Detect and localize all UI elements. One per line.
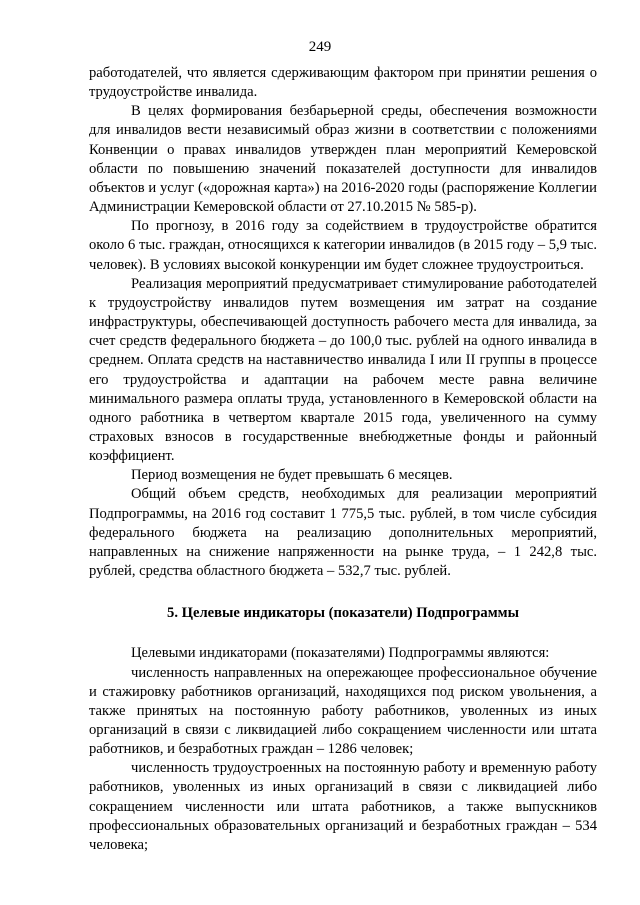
page-number: 249 bbox=[308, 39, 332, 55]
paragraph: По прогнозу, в 2016 году за содействием в трудоустройстве обратится около 6 тыс. граждан, относящихся к категории инвалидов (в 2015 году – 5,9 тыс. человек). В условиях высокой конкуренции им будет сложнее трудоустроиться. bbox=[89, 218, 597, 273]
paragraph: В целях формирования безбарьерной среды, обеспечения возможности для инвалидов вести независимый образ жизни в соответствии с положениями Конвенции о правах инвалидов утвержден план мероприятий Кемеровской области по повышению значений показателей доступности для инвалидов объектов и услуг («дорожная карта») на 2016-2020 годы (распоряжение Коллегии Администрации Кемеровской области от 27.10.2015 № 585-р). bbox=[89, 103, 597, 216]
paragraph: Целевыми индикаторами (показателями) Подпрограммы являются: bbox=[131, 645, 550, 662]
document-body bbox=[89, 64, 597, 855]
list-item: численность трудоустроенных на постоянную работу и временную работу работников, уволенных из иных организаций в связи с ликвидацией либо сокращением численности или штата работников, а также выпускников профессиональных образовательных организаций и безработных граждан – 534 человека; bbox=[89, 760, 597, 853]
paragraph: Период возмещения не будет превышать 6 месяцев. bbox=[131, 467, 453, 484]
paragraph: Реализация мероприятий предусматривает стимулирование работодателей к трудоустройству инвалидов путем возмещения им затрат на создание инфраструктуры, обеспечивающей доступность рабочего места для инвалида, за счет средств федерального бюджета – до 100,0 тыс. рублей на одного инвалида в среднем. Оплата средств на наставничество инвалида I или II группы в процессе его трудоустройства и адаптации на рабочем месте равна величине минимального размера оплаты труда, установленного в Кемеровской области на одного работника в четвертом квартале 2015 года, увеличенного на сумму страховых взносов в государственные внебюджетные фонды и районный коэффициент. bbox=[89, 275, 597, 465]
paragraph: работодателей, что является сдерживающим фактором при принятии решения о трудоустройстве инвалида. bbox=[89, 65, 597, 101]
section-heading: 5. Целевые индикаторы (показатели) Подпрограммы bbox=[167, 605, 519, 622]
list-item: численность направленных на опережающее профессиональное обучение и стажировку работников организаций, находящихся под риском увольнения, а также принятых на постоянную работу работников, уволенных из иных организаций в связи с ликвидацией либо сокращением численности или штата работников, и безработных граждан – 1286 человек; bbox=[89, 664, 597, 758]
paragraph: Общий объем средств, необходимых для реализации мероприятий Подпрограммы, на 2016 год составит 1 775,5 тыс. рублей, в том числе субсидия федерального бюджета на реализацию дополнительных мероприятий, направленных на снижение напряженности на рынке труда, – 1 242,8 тыс. рублей, средства областного бюджета – 532,7 тыс. рублей. bbox=[89, 486, 597, 580]
